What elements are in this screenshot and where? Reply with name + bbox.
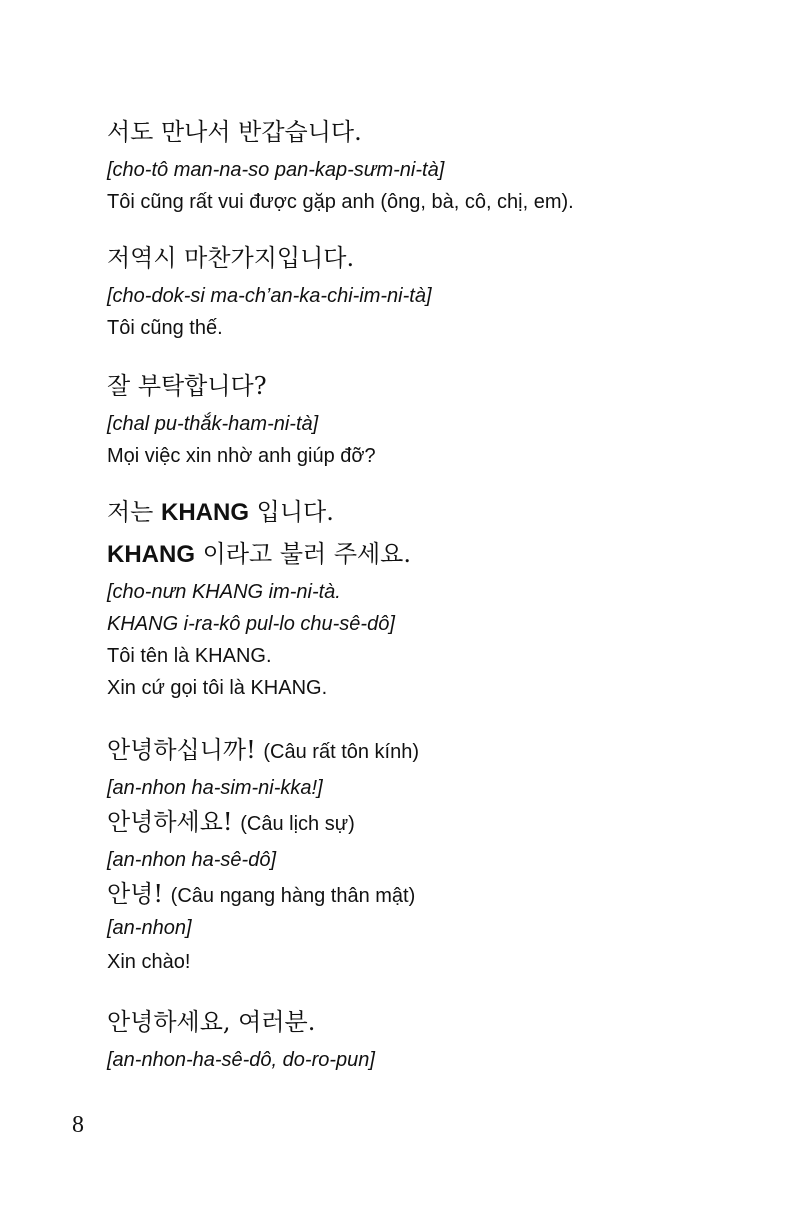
korean-phrase-line-2 bbox=[107, 540, 767, 580]
phrase-entry-nice-to-meet-too bbox=[107, 118, 767, 214]
korean-phrase: 안녕하세요! bbox=[107, 808, 233, 836]
romanization: [an-nhon] bbox=[107, 917, 192, 939]
vietnamese-translation: Tôi cũng thế. bbox=[107, 317, 223, 339]
usage-note: (Câu lịch sự) bbox=[240, 813, 355, 835]
korean-phrase: 안녕! bbox=[107, 880, 164, 908]
korean-suffix: 입니다. bbox=[256, 498, 334, 526]
vietnamese-translation-line-2: Xin cứ gọi tôi là KHANG. bbox=[107, 677, 328, 699]
phrase-entry-please-help bbox=[107, 372, 767, 468]
romanization: [an-nhon ha-sim-ni-kka!] bbox=[107, 777, 323, 799]
phrase-entry-my-name bbox=[107, 498, 767, 700]
korean-phrase: 서도 만나서 반갑습니다. bbox=[107, 118, 362, 146]
korean-greeting-polite bbox=[107, 808, 767, 848]
korean-phrase: 저역시 마찬가지입니다. bbox=[107, 244, 355, 272]
romanization: [cho-tô man-na-so pan-kap-sưm-ni-tà] bbox=[107, 159, 445, 181]
korean-phrase: 안녕하십니까! bbox=[107, 736, 256, 764]
korean-greeting-formal bbox=[107, 736, 767, 776]
phrase-entry-hello-everyone bbox=[107, 1008, 767, 1072]
romanization: [chal pu-thắk-ham-ni-tà] bbox=[107, 413, 319, 435]
vietnamese-translation: Xin chào! bbox=[107, 951, 191, 973]
romanization-line-2: KHANG i-ra-kô pul-lo chu-sê-dô] bbox=[107, 613, 395, 635]
korean-suffix: 이라고 불러 주세요. bbox=[202, 540, 411, 568]
romanization: [an-nhon-ha-sê-dô, do-ro-pun] bbox=[107, 1049, 375, 1071]
korean-phrase: 잘 부탁합니다? bbox=[107, 372, 267, 400]
vietnamese-translation: Mọi việc xin nhờ anh giúp đỡ? bbox=[107, 445, 376, 467]
vietnamese-translation: Tôi cũng rất vui được gặp anh (ông, bà, cô, chị, em). bbox=[107, 191, 574, 213]
name-khang: KHANG bbox=[161, 499, 250, 526]
korean-prefix: 저는 bbox=[107, 498, 154, 526]
vietnamese-translation-line-1: Tôi tên là KHANG. bbox=[107, 645, 272, 667]
usage-note: (Câu ngang hàng thân mật) bbox=[170, 885, 416, 907]
usage-note: (Câu rất tôn kính) bbox=[263, 741, 420, 763]
phrase-entry-me-too bbox=[107, 244, 767, 340]
korean-greeting-casual bbox=[107, 880, 767, 916]
name-khang: KHANG bbox=[107, 541, 195, 568]
romanization: [an-nhon ha-sê-dô] bbox=[107, 849, 277, 871]
korean-phrase: 안녕하세요, 여러분. bbox=[107, 1008, 316, 1036]
page-number: 8 bbox=[72, 1112, 84, 1138]
romanization-line-1: [cho-nưn KHANG im-ni-tà. bbox=[107, 581, 341, 603]
phrase-entry-greetings bbox=[107, 736, 767, 974]
korean-phrase-line-1 bbox=[107, 498, 767, 540]
romanization: [cho-dok-si ma-ch’an-ka-chi-im-ni-tà] bbox=[107, 285, 432, 307]
